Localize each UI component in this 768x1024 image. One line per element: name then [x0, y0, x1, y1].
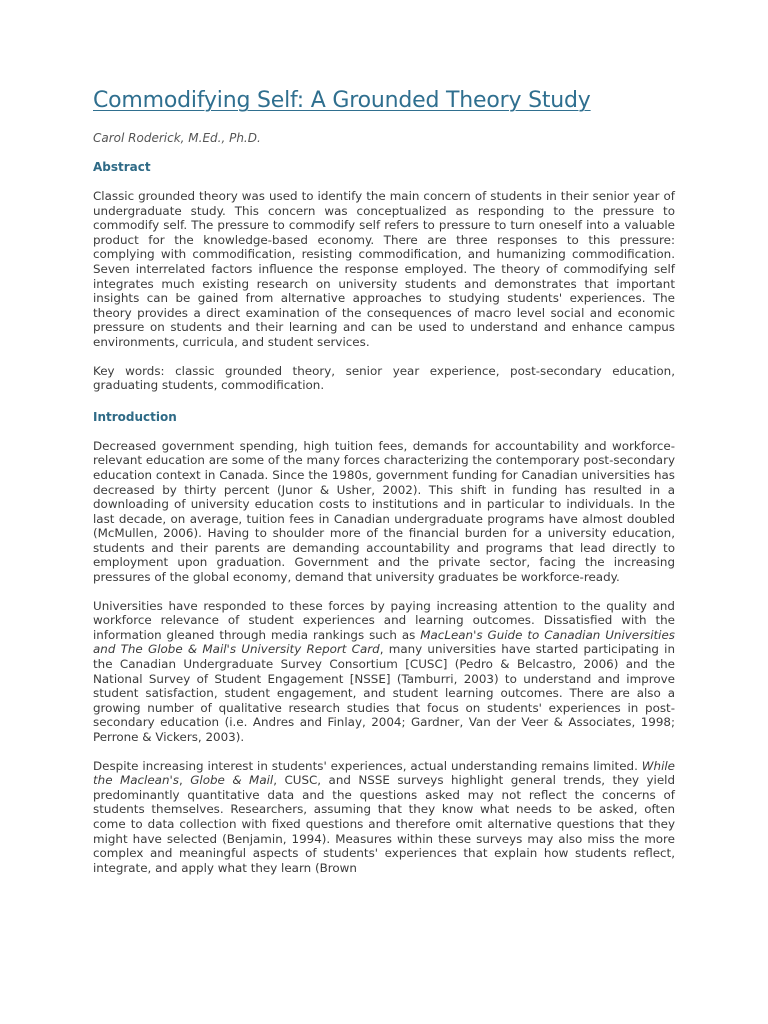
intro-p3-italic-1: While the Maclean's [93, 758, 675, 788]
abstract-paragraph: Classic grounded theory was used to identify the main concern of students in their senior year of undergraduate study. This concern was conceptualized as responding to the pressure to commodify self. The pressure to commodify self refers to pressure to turn oneself into a valuable product for the knowledge-based economy. There are three responses to this pressure: complying with commodification, resisting commodification, and humanizing commodification. Seven interrelated factors influence the response employed. The theory of commodifying self integrates much existing research on university students and demonstrates that important insights can be gained from alternative approaches to studying students' experiences. The theory provides a direct examination of the consequences of macro level social and economic pressure on students and their learning and can be used to understand and enhance campus environments, curricula, and student services. [93, 189, 675, 349]
abstract-heading: Abstract [93, 160, 151, 174]
intro-p3-text-a: Despite increasing interest in students' experiences, actual understanding remains limited. [93, 758, 642, 773]
intro-p2-text-a: Universities have responded to these forces by paying increasing attention to the quality and workforce relevance of student experiences and learning outcomes. Dissatisfied with the information gleaned through media rankings such as [93, 598, 675, 642]
intro-paragraph-1: Decreased government spending, high tuition fees, demands for accountability and workforce-relevant education are some of the many forces characterizing the contemporary post-secondary education context in Canada. Since the 1980s, government funding for Canadian universities has decreased by thirty percent (Junor & Usher, 2002). This shift in funding has resulted in a downloading of university education costs to institutions and in particular to individuals. In the last decade, on average, tuition fees in Canadian undergraduate programs have almost doubled (McMullen, 2006). Having to shoulder more of the financial burden for a university education, students and their parents are demanding accountability and programs that lead directly to employment upon graduation. Government and the private sector, facing the increasing pressures of the global economy, demand that university graduates be workforce-ready. [93, 438, 675, 585]
intro-paragraph-3 [93, 759, 675, 876]
intro-p3-italic-2: Globe & Mail [190, 773, 274, 788]
intro-p2-text-b: , many universities have started participating in the Canadian Undergraduate Survey Consortium [CUSC] (Pedro & Belcastro, 2006) and the National Survey of Student Engagement [NSSE] (Tamburri, 2003) to understand and improve student satisfaction, student engagement, and student learning outcomes. There are also a growing number of qualitative research studies that focus on students' experiences in post-secondary education (i.e. Andres and Finlay, 2004; Gardner, Van der Veer & Associates, 1998; Perrone & Vickers, 2003). [93, 642, 675, 744]
intro-paragraph-2 [93, 599, 675, 745]
author-line: Carol Roderick, M.Ed., Ph.D. [93, 131, 261, 145]
intro-p3-text-b: , CUSC, and NSSE surveys highlight general trends, they yield predominantly quantitative data and the questions asked may not reflect the concerns of students themselves. Researchers, assuming that they know what needs to be asked, often come to data collection with fixed questions and therefore omit alternative questions that they might have selected (Benjamin, 1994). Measures within these surveys may also miss the more complex and meaningful aspects of students' experiences that explain how students reflect, integrate, and apply what they learn (Brown [93, 773, 676, 875]
keywords-paragraph: Key words: classic grounded theory, senior year experience, post-secondary education, graduating students, commodification. [93, 363, 675, 393]
intro-p3-sep: , [178, 773, 191, 788]
article-page [93, 86, 675, 875]
introduction-heading: Introduction [93, 409, 177, 424]
intro-p2-italic: MacLean's Guide to Canadian Universities and The Globe & Mail's University Report Card [93, 627, 675, 657]
article-title-link[interactable]: Commodifying Self: A Grounded Theory Study [93, 88, 591, 113]
